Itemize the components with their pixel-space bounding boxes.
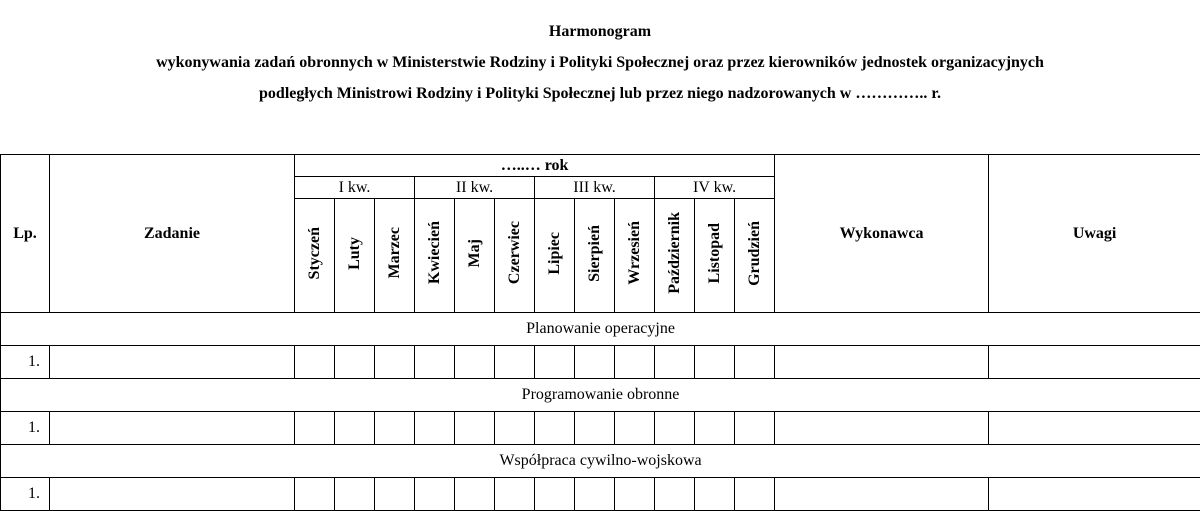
cell-uwagi[interactable] bbox=[989, 478, 1200, 511]
header-quarter-4: IV kw. bbox=[655, 177, 775, 199]
cell-uwagi[interactable] bbox=[989, 412, 1200, 445]
cell-month[interactable] bbox=[295, 412, 335, 445]
month-label-listopad: Listopad bbox=[705, 223, 725, 283]
header-month bbox=[695, 199, 735, 313]
cell-wykonawca[interactable] bbox=[775, 412, 989, 445]
header-month bbox=[335, 199, 375, 313]
cell-month[interactable] bbox=[295, 478, 335, 511]
month-label-kwiecien: Kwiecień bbox=[425, 221, 445, 284]
cell-month[interactable] bbox=[535, 478, 575, 511]
month-label-czerwiec: Czerwiec bbox=[505, 221, 525, 284]
header-month bbox=[615, 199, 655, 313]
cell-month[interactable] bbox=[495, 478, 535, 511]
month-label-maj: Maj bbox=[465, 239, 485, 267]
cell-month[interactable] bbox=[535, 412, 575, 445]
cell-uwagi[interactable] bbox=[989, 346, 1200, 379]
table-row bbox=[1, 478, 1200, 511]
cell-zadanie[interactable] bbox=[50, 346, 295, 379]
cell-month[interactable] bbox=[655, 412, 695, 445]
cell-month[interactable] bbox=[735, 412, 775, 445]
header-month bbox=[735, 199, 775, 313]
cell-month[interactable] bbox=[575, 412, 615, 445]
cell-month[interactable] bbox=[375, 478, 415, 511]
cell-month[interactable] bbox=[415, 412, 455, 445]
cell-zadanie[interactable] bbox=[50, 412, 295, 445]
header-lp: Lp. bbox=[1, 155, 50, 313]
cell-month[interactable] bbox=[575, 346, 615, 379]
cell-month[interactable] bbox=[615, 412, 655, 445]
document-title: Harmonogram bbox=[0, 20, 1200, 51]
header-month bbox=[295, 199, 335, 313]
month-label-grudzien: Grudzień bbox=[745, 221, 765, 286]
header-year: …..… rok bbox=[295, 155, 775, 177]
cell-month[interactable] bbox=[695, 346, 735, 379]
header-month bbox=[575, 199, 615, 313]
section-wspolpraca-cywilno-wojskowa: Współpraca cywilno-wojskowa bbox=[1, 445, 1200, 478]
month-label-lipiec: Lipiec bbox=[545, 232, 565, 275]
schedule-table bbox=[0, 154, 1200, 511]
cell-month[interactable] bbox=[495, 412, 535, 445]
header-month bbox=[535, 199, 575, 313]
row-number: 1. bbox=[1, 346, 50, 379]
cell-month[interactable] bbox=[575, 478, 615, 511]
cell-month[interactable] bbox=[415, 346, 455, 379]
cell-month[interactable] bbox=[335, 346, 375, 379]
cell-month[interactable] bbox=[375, 412, 415, 445]
cell-month[interactable] bbox=[655, 478, 695, 511]
table-row bbox=[1, 412, 1200, 445]
header-zadanie: Zadanie bbox=[50, 155, 295, 313]
cell-month[interactable] bbox=[735, 346, 775, 379]
cell-month[interactable] bbox=[495, 346, 535, 379]
header-quarter-1: I kw. bbox=[295, 177, 415, 199]
cell-month[interactable] bbox=[295, 346, 335, 379]
cell-month[interactable] bbox=[615, 346, 655, 379]
cell-wykonawca[interactable] bbox=[775, 346, 989, 379]
document-header bbox=[0, 20, 1200, 113]
cell-month[interactable] bbox=[695, 412, 735, 445]
cell-month[interactable] bbox=[335, 412, 375, 445]
month-label-sierpien: Sierpień bbox=[585, 225, 605, 282]
header-quarter-3: III kw. bbox=[535, 177, 655, 199]
month-label-wrzesien: Wrzesień bbox=[625, 221, 645, 285]
section-planowanie-operacyjne: Planowanie operacyjne bbox=[1, 313, 1200, 346]
cell-month[interactable] bbox=[455, 412, 495, 445]
cell-month[interactable] bbox=[535, 346, 575, 379]
cell-month[interactable] bbox=[615, 478, 655, 511]
month-label-styczen: Styczeń bbox=[305, 227, 325, 279]
month-label-marzec: Marzec bbox=[385, 227, 405, 279]
cell-wykonawca[interactable] bbox=[775, 478, 989, 511]
header-month bbox=[375, 199, 415, 313]
header-month bbox=[455, 199, 495, 313]
header-wykonawca: Wykonawca bbox=[775, 155, 989, 313]
cell-month[interactable] bbox=[695, 478, 735, 511]
cell-month[interactable] bbox=[455, 478, 495, 511]
document-subtitle-line-2: podległych Ministrowi Rodziny i Polityki Społecznej lub przez niego nadzorowanych w ………….. r. bbox=[0, 82, 1200, 113]
cell-month[interactable] bbox=[455, 346, 495, 379]
cell-month[interactable] bbox=[415, 478, 455, 511]
row-number: 1. bbox=[1, 478, 50, 511]
month-label-pazdziernik: Październik bbox=[665, 212, 685, 294]
month-label-luty: Luty bbox=[345, 237, 365, 270]
header-quarter-2: II kw. bbox=[415, 177, 535, 199]
section-programowanie-obronne: Programowanie obronne bbox=[1, 379, 1200, 412]
cell-zadanie[interactable] bbox=[50, 478, 295, 511]
document-subtitle-line-1: wykonywania zadań obronnych w Ministerstwie Rodziny i Polityki Społecznej oraz przez kierowników jednostek organizacyjnych bbox=[0, 51, 1200, 82]
header-uwagi: Uwagi bbox=[989, 155, 1200, 313]
cell-month[interactable] bbox=[335, 478, 375, 511]
cell-month[interactable] bbox=[735, 478, 775, 511]
row-number: 1. bbox=[1, 412, 50, 445]
header-month bbox=[495, 199, 535, 313]
header-month bbox=[655, 199, 695, 313]
cell-month[interactable] bbox=[375, 346, 415, 379]
cell-month[interactable] bbox=[655, 346, 695, 379]
table-row bbox=[1, 346, 1200, 379]
header-month bbox=[415, 199, 455, 313]
